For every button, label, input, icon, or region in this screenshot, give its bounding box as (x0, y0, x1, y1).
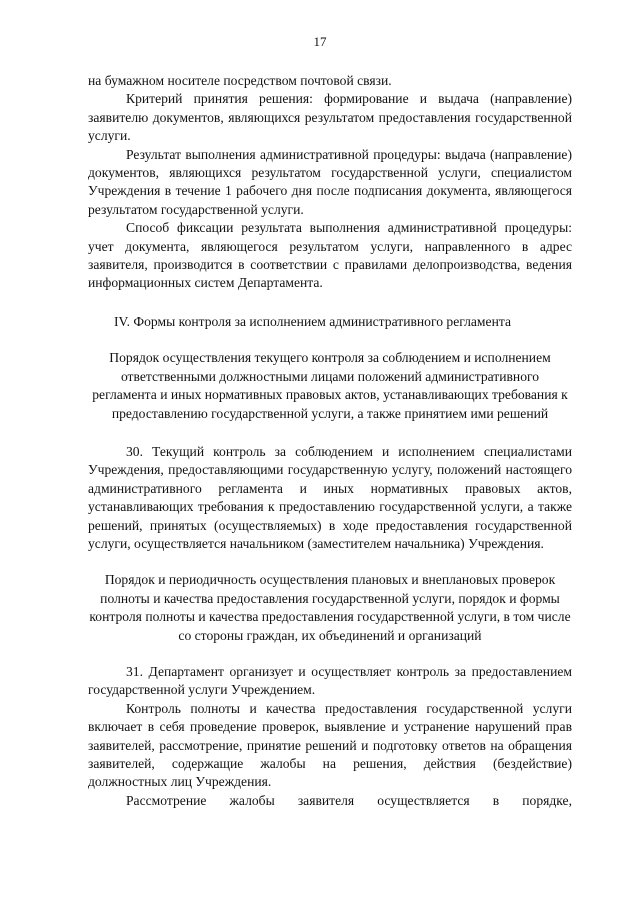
paragraph-criterion: Критерий принятия решения: формирование и выдача (направление) заявителю документов, являющихся результатом предоставления государственной услуги. (88, 91, 572, 144)
subheading-current-control: Порядок осуществления текущего контроля за соблюдением и исполнением ответственными должностными лицами положений административного регламента и иных нормативных правовых актов, устанавливающих требования к предоставлению государственной услуги, а также принятием ими решений (92, 350, 568, 421)
paragraph-continuation: на бумажном носителе посредством почтовой связи. (88, 73, 392, 88)
paragraph-31-complaint: Рассмотрение жалобы заявителя осуществляется в порядке, (126, 792, 572, 808)
paragraph-result: Результат выполнения административной процедуры: выдача (направление) документов, являющихся результатом государственной услуги, специалистом Учреждения в течение 1 рабочего дня после подписания документа, являющегося результатом государственной услуги. (88, 146, 572, 217)
section-heading-iv: IV. Формы контроля за исполнением административного регламента (114, 313, 511, 329)
subheading-inspections: Порядок и периодичность осуществления плановых и внеплановых проверок полноты и качества предоставления государственной услуги, порядок и формы контроля полноты и качества предоставления государственной услуги, в том числе со стороны граждан, их объединений и организаций (89, 572, 571, 643)
paragraph-30: 30. Текущий контроль за соблюдением и исполнением специалистами Учреждения, предоставляющими государственную услугу, положений настоящего административного регламента и иных нормативных правовых актов, устанавливающих требования к предоставлению государственной услуги, а также решений, принятых (осуществляемых) в ходе предоставления государственной услуги, осуществляется начальником (заместителем начальника) Учреждения. (88, 443, 572, 551)
page-number: 17 (313, 34, 327, 49)
paragraph-31: 31. Департамент организует и осуществляет контроль за предоставлением государственной услуги Учреждением. (88, 663, 572, 698)
paragraph-31-control: Контроль полноты и качества предоставления государственной услуги включает в себя проведение проверок, выявление и устранение нарушений прав заявителей, рассмотрение, принятие решений и подготовку ответов на обращения заявителей, содержащие жалобы на решения, действия (бездействие) должностных лиц Учреждения. (88, 700, 572, 790)
paragraph-fixation-method: Способ фиксации результата выполнения административной процедуры: учет документа, являющегося результатом услуги, направленного в адрес заявителя, производится в соответствии с правилами делопроизводства, ведения информационных систем Департамента. (88, 220, 572, 291)
document-body (88, 72, 572, 810)
